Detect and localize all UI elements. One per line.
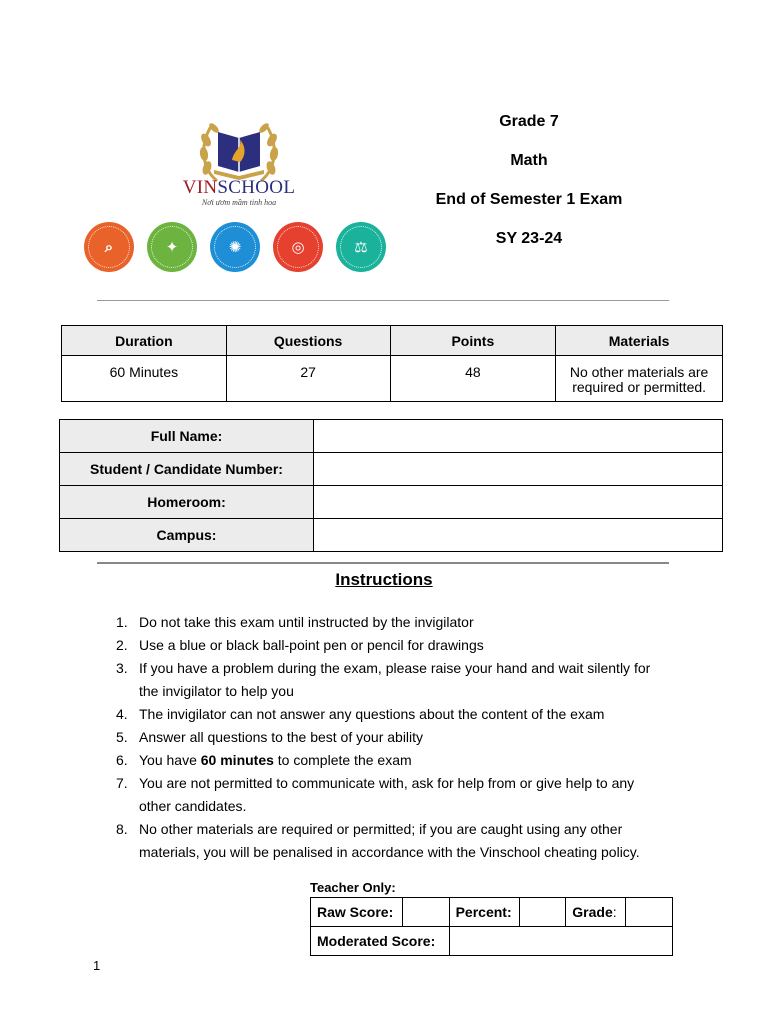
divider [97, 300, 669, 301]
points-header: Points [390, 326, 556, 356]
school-year: SY 23-24 [495, 230, 563, 247]
value-badges [84, 222, 386, 272]
item-number: 5. [116, 729, 128, 745]
instructions-title: Instructions [335, 570, 433, 589]
target-icon: ◎ [273, 222, 323, 272]
list-item [108, 726, 668, 749]
list-item [108, 772, 668, 818]
duration-emphasis: 60 minutes [200, 752, 274, 768]
item-text: Use a blue or black ball-point pen or pencil for drawings [139, 637, 484, 653]
materials-value: No other materials are required or permitted. [556, 356, 723, 402]
full-name-field[interactable] [314, 420, 723, 453]
grade-title: Grade 7 [499, 113, 559, 130]
candidate-number-label: Student / Candidate Number: [60, 453, 314, 486]
exam-info-table [61, 325, 723, 402]
moderated-score-label: Moderated Score: [311, 927, 450, 956]
grade-label: Grade: [566, 898, 626, 927]
brand-name: VINSCHOOL [182, 177, 296, 198]
points-value: 48 [390, 356, 556, 402]
magnifier-icon: ⌕ [84, 222, 134, 272]
item-number: 6. [116, 752, 128, 768]
grade-field[interactable] [626, 898, 673, 927]
homeroom-field[interactable] [314, 486, 723, 519]
questions-header: Questions [226, 326, 390, 356]
list-item [108, 703, 668, 726]
item-number: 1. [116, 614, 128, 630]
item-text: Answer all questions to the best of your ability [139, 729, 424, 745]
exam-title: End of Semester 1 Exam [435, 191, 623, 208]
item-text: No other materials are required or permitted; if you are caught using any other materials, you will be penalised in accordance with the Vinschool cheating policy. [139, 821, 640, 860]
full-name-label: Full Name: [60, 420, 314, 453]
campus-field[interactable] [314, 519, 723, 552]
campus-label: Campus: [60, 519, 314, 552]
raw-score-field[interactable] [402, 898, 449, 927]
item-number: 2. [116, 637, 128, 653]
item-number: 8. [116, 821, 128, 837]
list-item [108, 634, 668, 657]
item-number: 4. [116, 706, 128, 722]
duration-value: 60 Minutes [62, 356, 227, 402]
percent-field[interactable] [519, 898, 566, 927]
homeroom-label: Homeroom: [60, 486, 314, 519]
item-text: If you have a problem during the exam, please raise your hand and wait silently for the invigilator to help you [139, 660, 651, 699]
teacher-only-label: Teacher Only: [310, 880, 396, 895]
candidate-number-field[interactable] [314, 453, 723, 486]
item-text: You have 60 minutes to complete the exam [139, 752, 412, 768]
lightbulb-icon: ✺ [210, 222, 260, 272]
page-number: 1 [93, 958, 101, 973]
divider [97, 562, 669, 564]
list-item [108, 749, 668, 772]
raw-score-label: Raw Score: [311, 898, 403, 927]
moderated-score-field[interactable] [449, 927, 672, 956]
brand-tagline: Nơi ươm mầm tinh hoa [201, 198, 277, 207]
percent-label: Percent: [449, 898, 519, 927]
vinschool-logo [84, 110, 386, 274]
questions-value: 27 [226, 356, 390, 402]
subject-title: Math [510, 152, 548, 169]
item-text: You are not permitted to communicate with, ask for help from or give help to any other candidates. [139, 775, 635, 814]
duration-header: Duration [62, 326, 227, 356]
exam-header [400, 112, 658, 268]
scales-icon: ⚖ [336, 222, 386, 272]
item-text: The invigilator can not answer any questions about the content of the exam [139, 706, 605, 722]
item-number: 7. [116, 775, 128, 791]
item-text: Do not take this exam until instructed by the invigilator [139, 614, 474, 630]
list-item [108, 611, 668, 634]
list-item [108, 818, 668, 864]
student-details-table [59, 419, 723, 552]
materials-header: Materials [556, 326, 723, 356]
running-person-icon: ✦ [147, 222, 197, 272]
list-item [108, 657, 668, 703]
teacher-score-table [310, 897, 673, 956]
instructions-list [108, 611, 668, 864]
item-number: 3. [116, 660, 128, 676]
